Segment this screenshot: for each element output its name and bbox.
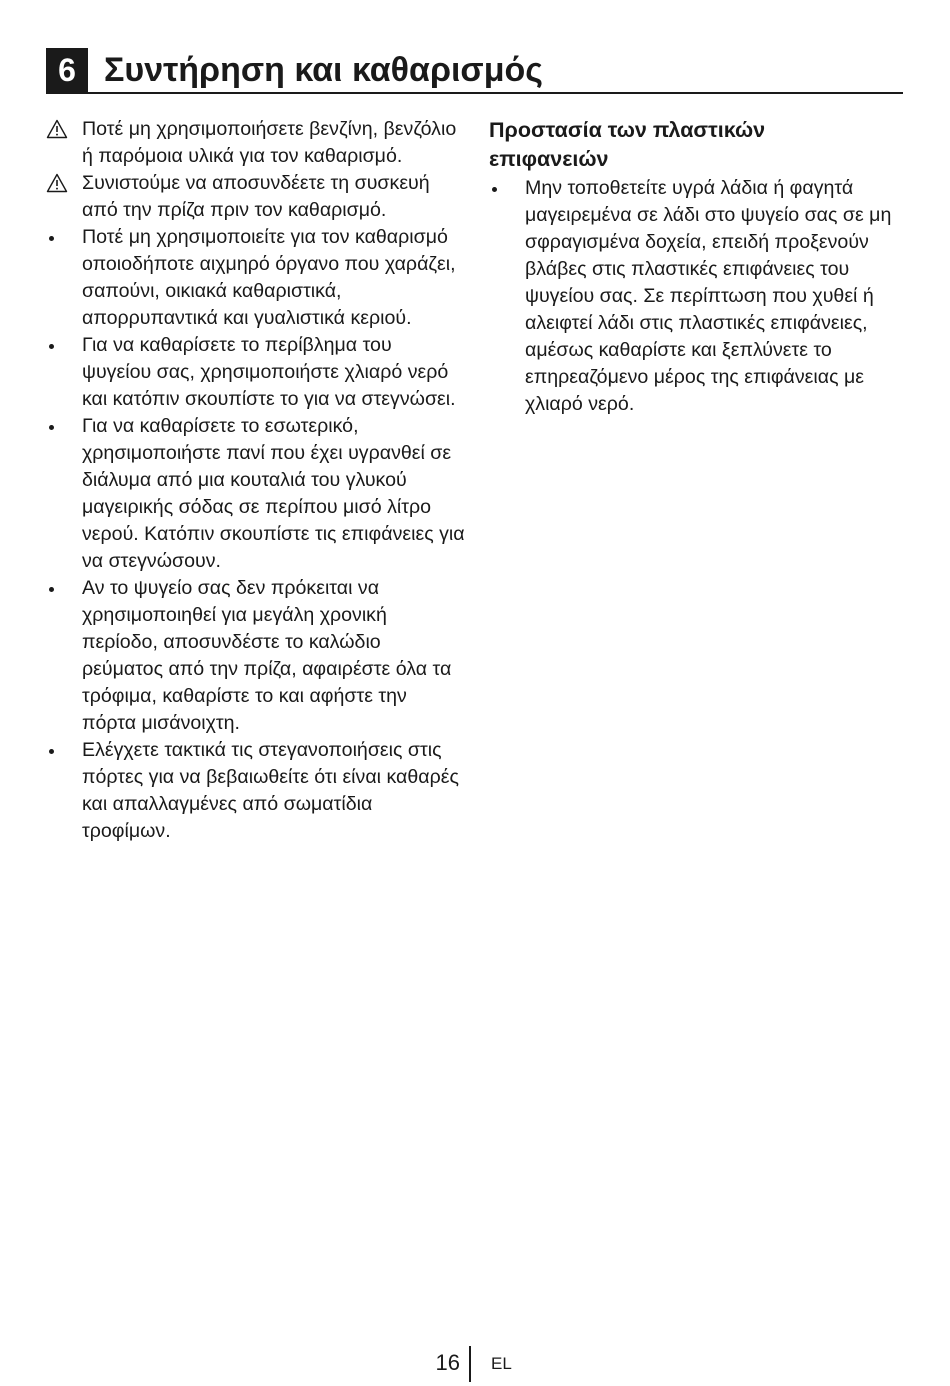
list-item-text: Συνιστούμε να αποσυνδέετε τη συσκευή από την πρίζα πριν τον καθαρισμό. — [82, 172, 430, 221]
page-footer — [0, 1346, 950, 1386]
warning-triangle-icon — [46, 119, 68, 139]
list-item-text: Για να καθαρίσετε το περίβλημα του ψυγείου σας, χρησιμοποιήστε χλιαρό νερό και κατόπιν σκουπίστε το για να στεγνώσει. — [82, 334, 456, 410]
list-item — [46, 575, 466, 737]
bullet-icon — [492, 187, 497, 192]
list-item — [489, 175, 903, 418]
warning-item-no-benzene — [46, 116, 466, 170]
bullet-icon — [49, 587, 54, 592]
bullet-icon — [49, 749, 54, 754]
chapter-number-badge: 6 — [46, 48, 88, 92]
warning-triangle-icon — [46, 173, 68, 193]
list-item-text: Ποτέ μη χρησιμοποιήσετε βενζίνη, βενζόλιο ή παρόμοια υλικά για τον καθαρισμό. — [82, 118, 457, 167]
list-item-text: Για να καθαρίσετε το εσωτερικό, χρησιμοποιήστε πανί που έχει υγρανθεί σε διάλυμα από μια κουταλιά του γλυκού μαγειρικής σόδας σε περίπου μισό λίτρο νερού. Κατόπιν σκουπίστε τις επιφάνειες για να στεγνώσουν. — [82, 415, 465, 572]
bullet-icon — [49, 236, 54, 241]
warning-item-unplug — [46, 170, 466, 224]
left-column — [46, 116, 466, 845]
list-item — [46, 224, 466, 332]
page-number: 16 — [435, 1350, 460, 1375]
list-item-text: Αν το ψυγείο σας δεν πρόκειται να χρησιμοποιηθεί για μεγάλη χρονική περίοδο, αποσυνδέστε το καλώδιο ρεύματος από την πρίζα, αφαιρέστε όλα τα τρόφιμα, καθαρίστε το και αφήστε την πόρτα μισάνοιχτη. — [82, 577, 452, 734]
chapter-header — [46, 48, 903, 94]
language-code: EL — [491, 1354, 512, 1373]
plastic-surfaces-list — [489, 175, 903, 418]
bullet-icon — [49, 344, 54, 349]
list-item-text: Ελέγχετε τακτικά τις στεγανοποιήσεις στις πόρτες για να βεβαιωθείτε ότι είναι καθαρές και απαλλαγμένες από σωματίδια τροφίμων. — [82, 739, 459, 842]
footer-divider — [469, 1346, 471, 1382]
right-column — [489, 116, 903, 418]
list-item-text: Ποτέ μη χρησιμοποιείτε για τον καθαρισμό οποιοδήποτε αιχμηρό όργανο που χαράζει, σαπούνι, οικιακά καθαριστικά, απορρυπαντικά και γυαλιστικά κεριού. — [82, 226, 456, 329]
list-item — [46, 332, 466, 413]
maintenance-instructions-list — [46, 116, 466, 845]
list-item — [46, 737, 466, 845]
section-heading: Προστασία των πλαστικών επιφανειών — [489, 118, 766, 171]
list-item-text: Μην τοποθετείτε υγρά λάδια ή φαγητά μαγειρεμένα σε λάδι στο ψυγείο σας σε μη σφραγισμένα δοχεία, επειδή προξενούν βλάβες στις πλαστικές επιφάνειες του ψυγείου σας. Σε περίπτωση που χυθεί ή αλειφτεί λάδι στις πλαστικές επιφάνειες, αμέσως καθαρίστε και ξεπλύνετε το επηρεαζόμενο μέρος της επιφάνειας με χλιαρό νερό. — [525, 177, 892, 415]
list-item — [46, 413, 466, 575]
chapter-title: Συντήρηση και καθαρισμός — [104, 51, 543, 89]
bullet-icon — [49, 425, 54, 430]
